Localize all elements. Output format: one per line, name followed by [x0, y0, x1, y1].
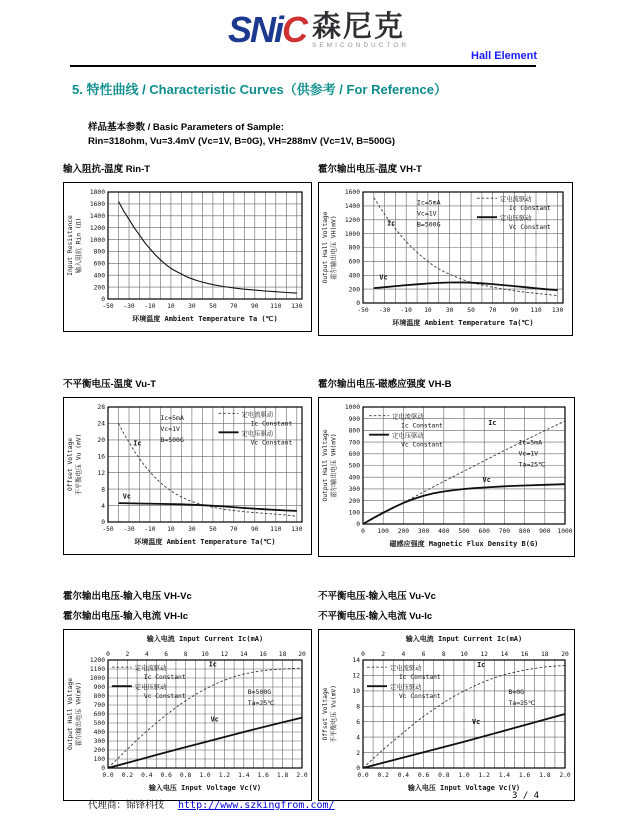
svg-text:Ic=5mA: Ic=5mA [417, 198, 441, 207]
svg-text:Ic Constant: Ic Constant [401, 422, 443, 430]
chart-canvas-vu-t [63, 397, 312, 555]
svg-text:100: 100 [93, 756, 105, 764]
svg-text:Ic: Ic [387, 219, 396, 228]
svg-text:400: 400 [348, 272, 360, 280]
svg-text:130: 130 [551, 307, 564, 314]
svg-text:1.0: 1.0 [199, 772, 211, 779]
svg-text:Vc Constant: Vc Constant [143, 693, 186, 701]
svg-text:6: 6 [164, 651, 169, 658]
svg-text:400: 400 [348, 474, 360, 482]
svg-text:不平衡电压 Vu(mV): 不平衡电压 Vu(mV) [330, 684, 338, 744]
svg-text:0: 0 [356, 300, 360, 308]
svg-text:环境温度 Ambient Temperature Ta (℃: 环境温度 Ambient Temperature Ta (℃) [132, 315, 278, 323]
svg-text:1200: 1200 [89, 224, 105, 232]
svg-text:Vc=1V: Vc=1V [417, 209, 437, 218]
svg-text:20: 20 [97, 437, 105, 445]
svg-text:2.0: 2.0 [296, 772, 308, 779]
chart-block-vu-t [63, 375, 312, 555]
svg-text:Vc Constant: Vc Constant [250, 439, 293, 447]
svg-text:90: 90 [251, 526, 259, 533]
svg-text:Input Resistance: Input Resistance [67, 215, 74, 276]
svg-text:16: 16 [259, 651, 267, 658]
svg-text:1200: 1200 [344, 217, 360, 224]
svg-text:24: 24 [97, 420, 105, 428]
distributor-label: 代理商：锦锋科技 [88, 800, 165, 811]
chart-title-vh-b: 霍尔输出电压-磁感应强度 VH-B [318, 379, 452, 390]
svg-text:环境温度 Ambient Temperature Ta(℃): 环境温度 Ambient Temperature Ta(℃) [134, 538, 276, 546]
svg-text:28: 28 [97, 404, 105, 412]
svg-text:-10: -10 [144, 526, 156, 533]
svg-text:0.4: 0.4 [397, 772, 410, 779]
svg-text:Output Hall Voltage: Output Hall Voltage [322, 429, 329, 502]
svg-text:10: 10 [460, 651, 468, 658]
svg-text:0.2: 0.2 [121, 772, 134, 779]
svg-text:6: 6 [356, 718, 360, 726]
svg-text:1100: 1100 [89, 666, 105, 674]
svg-text:Ta=25℃: Ta=25℃ [508, 699, 536, 707]
logo-wordmark [228, 10, 306, 50]
svg-text:900: 900 [348, 415, 360, 423]
svg-text:50: 50 [209, 303, 217, 310]
svg-text:600: 600 [478, 528, 490, 535]
svg-text:Ic: Ic [133, 439, 142, 448]
svg-text:1600: 1600 [344, 189, 360, 197]
footer [88, 797, 335, 811]
svg-text:0.2: 0.2 [377, 772, 389, 779]
svg-text:800: 800 [348, 427, 360, 435]
svg-text:500: 500 [348, 462, 360, 470]
chart-canvas-vh-b [318, 397, 575, 557]
svg-text:20: 20 [298, 651, 306, 658]
logo-subtitle: SEMICONDUCTOR [312, 42, 410, 49]
svg-text:1800: 1800 [89, 189, 105, 197]
svg-text:定电流驱动: 定电流驱动 [241, 411, 274, 419]
svg-text:800: 800 [93, 693, 105, 701]
svg-text:700: 700 [93, 702, 105, 710]
svg-text:Ta=25℃: Ta=25℃ [247, 699, 275, 707]
svg-text:1400: 1400 [89, 213, 105, 220]
logo-text-c: C [282, 9, 307, 50]
svg-text:定电流驱动: 定电流驱动 [500, 196, 532, 204]
svg-text:-50: -50 [102, 303, 114, 310]
svg-text:0: 0 [106, 651, 110, 658]
svg-text:0: 0 [101, 765, 105, 773]
svg-text:10: 10 [167, 303, 175, 310]
svg-text:200: 200 [397, 528, 410, 535]
svg-text:130: 130 [291, 526, 303, 533]
chart-title-vu-ic: 不平衡电压-输入电流 Vu-Ic [318, 611, 433, 622]
svg-text:70: 70 [230, 303, 238, 310]
svg-text:定电压驱动: 定电压驱动 [134, 684, 167, 692]
svg-text:输入电流 Input Current Ic(mA): 输入电流 Input Current Ic(mA) [146, 635, 264, 643]
chart-svg [64, 183, 311, 331]
svg-text:300: 300 [93, 738, 105, 746]
svg-text:1000: 1000 [557, 528, 573, 535]
svg-text:霍尔输出电压 VH(mV): 霍尔输出电压 VH(mV) [330, 215, 338, 280]
chart-block-vh-vc [63, 587, 312, 801]
svg-text:Vc Constant: Vc Constant [401, 441, 443, 449]
svg-text:0.8: 0.8 [179, 772, 192, 779]
svg-text:不平衡电压 Vu (mV): 不平衡电压 Vu (mV) [75, 433, 83, 496]
svg-text:B=0G: B=0G [508, 688, 525, 696]
svg-text:0.0: 0.0 [102, 772, 114, 779]
chart-title-rin-t: 输入阻抗-温度 Rin-T [63, 164, 151, 175]
svg-text:0: 0 [356, 521, 360, 529]
svg-text:Ta=25℃: Ta=25℃ [518, 460, 546, 469]
svg-text:环境温度 Ambient Temperature Ta(℃): 环境温度 Ambient Temperature Ta(℃) [392, 319, 534, 327]
svg-text:0: 0 [101, 519, 105, 527]
svg-text:4: 4 [401, 651, 406, 658]
section-title: 5. 特性曲线 / Characteristic Curves（供参考 / For Reference） [72, 82, 447, 97]
snic-logo [228, 10, 409, 50]
svg-text:900: 900 [539, 528, 551, 535]
header-rule [70, 65, 536, 67]
svg-text:12: 12 [480, 651, 488, 658]
svg-text:Vc: Vc [379, 273, 388, 282]
chart-canvas-vu-vc [318, 629, 575, 801]
svg-text:8: 8 [183, 651, 188, 658]
svg-text:10: 10 [201, 651, 209, 658]
svg-text:0.6: 0.6 [417, 772, 430, 779]
svg-text:90: 90 [510, 307, 519, 314]
svg-text:-10: -10 [144, 303, 156, 310]
chart-block-rin-t [63, 160, 312, 332]
svg-text:1600: 1600 [89, 201, 105, 209]
svg-text:B=500G: B=500G [160, 435, 184, 444]
svg-text:4: 4 [356, 734, 360, 742]
chart-title-vh-vc: 霍尔输出电压-输入电压 VH-Vc [63, 591, 192, 602]
svg-text:2: 2 [356, 749, 360, 757]
svg-text:500: 500 [458, 528, 470, 535]
svg-text:12: 12 [97, 469, 105, 477]
svg-text:定电压驱动: 定电压驱动 [390, 684, 422, 692]
svg-text:70: 70 [230, 526, 238, 533]
svg-text:1.2: 1.2 [218, 772, 231, 779]
svg-text:300: 300 [417, 528, 430, 535]
chart-title-vu-t: 不平衡电压-温度 Vu-T [63, 379, 157, 390]
svg-text:-10: -10 [400, 307, 412, 314]
svg-text:0.0: 0.0 [357, 772, 369, 779]
chart-canvas-rin-t [63, 182, 312, 332]
svg-text:Vc Constant: Vc Constant [509, 224, 551, 232]
svg-text:-30: -30 [123, 526, 135, 533]
svg-text:800: 800 [518, 528, 531, 535]
svg-text:6: 6 [421, 651, 426, 658]
svg-text:定电流驱动: 定电流驱动 [134, 665, 167, 673]
chart-canvas-vh-vc [63, 629, 312, 801]
svg-text:4: 4 [101, 502, 105, 510]
svg-text:800: 800 [348, 244, 360, 252]
svg-text:30: 30 [188, 303, 196, 310]
svg-text:400: 400 [93, 729, 105, 737]
svg-text:110: 110 [530, 307, 542, 314]
svg-text:定电流驱动: 定电流驱动 [390, 665, 422, 673]
svg-text:Vc=1V: Vc=1V [518, 449, 539, 458]
svg-text:10: 10 [167, 526, 175, 533]
svg-text:600: 600 [93, 260, 105, 268]
svg-text:4: 4 [144, 651, 149, 658]
svg-text:14: 14 [240, 651, 248, 658]
svg-text:-50: -50 [102, 526, 114, 533]
svg-text:0: 0 [361, 651, 365, 658]
chart-block-vh-b [318, 375, 575, 557]
svg-text:Ic: Ic [208, 660, 217, 669]
svg-text:Ic Constant: Ic Constant [143, 674, 186, 682]
svg-text:130: 130 [291, 303, 303, 310]
svg-text:定电压驱动: 定电压驱动 [241, 430, 274, 438]
chart-svg [319, 183, 572, 335]
svg-text:Vc: Vc [482, 476, 491, 485]
svg-text:200: 200 [348, 497, 360, 505]
svg-text:Ic=5mA: Ic=5mA [518, 438, 542, 447]
svg-text:0.8: 0.8 [438, 772, 450, 779]
svg-text:定电压驱动: 定电压驱动 [392, 432, 424, 440]
svg-text:200: 200 [93, 284, 105, 292]
svg-text:300: 300 [348, 486, 360, 494]
svg-text:8: 8 [441, 651, 446, 658]
svg-text:Offset Voltage: Offset Voltage [67, 437, 74, 492]
chart-title-vu-vc: 不平衡电压-输入电压 Vu-Vc [318, 591, 436, 602]
svg-text:18: 18 [541, 651, 549, 658]
svg-text:Offset Voltage: Offset Voltage [322, 687, 329, 741]
logo-text-sni: SNi [228, 9, 283, 50]
svg-text:霍尔输出电压 VH(mV): 霍尔输出电压 VH(mV) [330, 433, 338, 498]
svg-text:B=500G: B=500G [247, 688, 272, 696]
svg-text:输入电流 Input Current Ic(mA): 输入电流 Input Current Ic(mA) [405, 635, 523, 643]
svg-text:0.6: 0.6 [160, 772, 172, 779]
svg-text:-50: -50 [357, 307, 369, 314]
chart-block-vu-vc [318, 587, 575, 801]
svg-text:Vc: Vc [210, 715, 219, 724]
svg-text:500: 500 [93, 720, 105, 728]
svg-text:20: 20 [561, 651, 569, 658]
svg-text:定电流驱动: 定电流驱动 [392, 413, 424, 421]
svg-text:Ic: Ic [477, 660, 486, 669]
svg-text:2.0: 2.0 [559, 772, 571, 779]
svg-text:0: 0 [101, 296, 105, 304]
svg-text:70: 70 [488, 307, 497, 314]
svg-text:1.2: 1.2 [478, 772, 490, 779]
svg-text:1.8: 1.8 [539, 772, 551, 779]
svg-text:Vc: Vc [472, 718, 481, 726]
svg-text:磁感应强度 Magnetic Flux Density B(: 磁感应强度 Magnetic Flux Density B(G) [389, 540, 539, 548]
chart-svg [64, 630, 311, 800]
svg-text:输入阻抗 Rin (Ω): 输入阻抗 Rin (Ω) [75, 217, 83, 274]
svg-text:100: 100 [377, 528, 389, 535]
distributor-url-link[interactable]: http://www.szkingfrom.com/ [178, 800, 335, 811]
svg-text:30: 30 [188, 526, 196, 533]
svg-text:12: 12 [220, 651, 229, 658]
svg-text:0.4: 0.4 [141, 772, 153, 779]
svg-text:Ic: Ic [488, 418, 497, 427]
svg-text:Vc Constant: Vc Constant [399, 693, 441, 701]
svg-text:Ic Constant: Ic Constant [399, 674, 441, 682]
svg-text:600: 600 [93, 711, 105, 719]
svg-text:110: 110 [270, 526, 282, 533]
svg-text:110: 110 [270, 303, 282, 310]
svg-text:16: 16 [97, 453, 105, 461]
svg-text:8: 8 [101, 486, 105, 494]
svg-text:800: 800 [93, 248, 105, 256]
svg-text:0: 0 [361, 528, 365, 535]
svg-text:-30: -30 [378, 307, 391, 314]
svg-text:10: 10 [424, 307, 432, 314]
svg-text:1000: 1000 [344, 404, 360, 412]
svg-text:1.8: 1.8 [276, 772, 289, 779]
svg-text:霍尔输出电压 VH(mV): 霍尔输出电压 VH(mV) [75, 681, 83, 747]
chart-canvas-vh-t [318, 182, 573, 336]
svg-text:10: 10 [352, 688, 360, 696]
svg-text:B=500G: B=500G [417, 220, 441, 229]
svg-text:Vc=1V: Vc=1V [160, 424, 180, 433]
svg-text:200: 200 [93, 747, 105, 755]
svg-text:1.0: 1.0 [458, 772, 470, 779]
logo-right [312, 10, 409, 49]
svg-text:1000: 1000 [89, 236, 105, 244]
svg-text:定电压驱动: 定电压驱动 [500, 215, 532, 223]
svg-text:输入电压 Input Voltage Vc(V): 输入电压 Input Voltage Vc(V) [407, 784, 521, 792]
svg-text:14: 14 [352, 657, 360, 665]
svg-text:1.4: 1.4 [238, 772, 250, 779]
svg-text:Vc: Vc [122, 492, 131, 501]
chart-svg [64, 398, 311, 554]
svg-text:50: 50 [467, 307, 475, 314]
svg-text:400: 400 [93, 272, 105, 280]
svg-text:Ic Constant: Ic Constant [509, 205, 551, 213]
svg-text:90: 90 [251, 303, 259, 310]
svg-text:1.6: 1.6 [518, 772, 531, 779]
chart-title-vh-ic: 霍尔输出电压-输入电流 VH-Ic [63, 611, 189, 622]
svg-text:1200: 1200 [89, 657, 105, 665]
svg-text:16: 16 [520, 651, 529, 658]
svg-text:900: 900 [93, 684, 105, 692]
svg-text:1000: 1000 [89, 675, 105, 683]
svg-text:2: 2 [125, 651, 130, 658]
svg-text:2: 2 [381, 651, 386, 658]
svg-text:Ic Constant: Ic Constant [250, 420, 293, 428]
basic-params-value: Rin=318ohm, Vu=3.4mV (Vc=1V, B=0G), VH=288mV (Vc=1V, B=500G) [88, 136, 396, 147]
chart-title-vh-t: 霍尔输出电压-温度 VH-T [318, 164, 422, 175]
product-family-label: Hall Element [471, 50, 538, 62]
svg-text:600: 600 [348, 258, 360, 266]
svg-text:-30: -30 [123, 303, 135, 310]
svg-text:18: 18 [278, 651, 287, 658]
svg-text:Ic=5mA: Ic=5mA [160, 413, 184, 422]
svg-text:1.6: 1.6 [257, 772, 269, 779]
chart-svg [319, 630, 574, 800]
svg-text:400: 400 [438, 528, 450, 535]
svg-text:输入电压 Input Voltage Vc(V): 输入电压 Input Voltage Vc(V) [148, 784, 262, 792]
svg-text:1000: 1000 [344, 230, 360, 238]
logo-chinese-name: 森尼克 [312, 11, 406, 43]
chart-svg [319, 398, 574, 556]
svg-text:12: 12 [352, 672, 360, 680]
chart-block-vh-t [318, 160, 573, 336]
svg-text:600: 600 [348, 451, 360, 458]
svg-text:700: 700 [348, 439, 360, 447]
svg-text:200: 200 [348, 286, 360, 294]
svg-text:Output Hall Voltage: Output Hall Voltage [322, 211, 329, 284]
svg-text:8: 8 [356, 703, 360, 711]
svg-text:1.4: 1.4 [498, 772, 511, 779]
svg-text:30: 30 [445, 307, 454, 314]
svg-text:0: 0 [356, 765, 360, 773]
basic-params-label: 样品基本参数 / Basic Parameters of Sample: [88, 122, 284, 133]
svg-text:Output Hall Voltage: Output Hall Voltage [67, 677, 74, 751]
svg-text:50: 50 [209, 526, 217, 533]
svg-text:100: 100 [348, 509, 360, 517]
svg-text:700: 700 [498, 528, 511, 535]
svg-text:14: 14 [500, 651, 509, 658]
page-number: 3 / 4 [512, 791, 540, 801]
svg-text:1400: 1400 [344, 203, 360, 211]
